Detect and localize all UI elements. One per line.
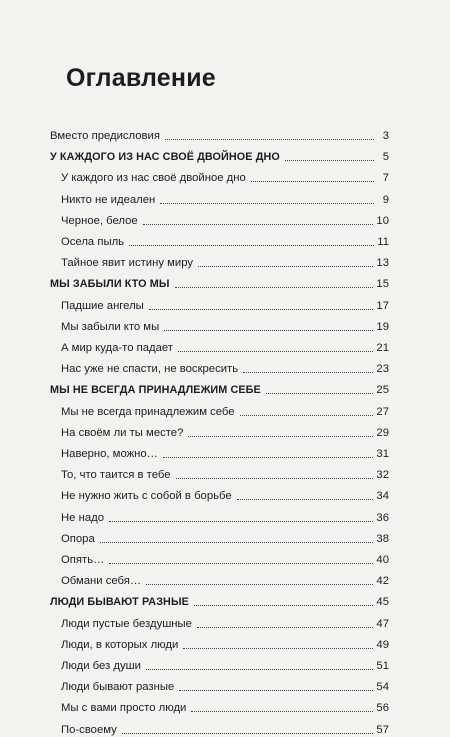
dot-leader: [109, 521, 373, 522]
dot-leader: [183, 648, 373, 649]
toc-page-number: 3: [382, 130, 389, 142]
toc-entry: [61, 609, 389, 631]
toc-page-number: 21: [376, 342, 389, 354]
toc-entry-title: Мы с вами просто люди: [61, 702, 187, 715]
toc-page-number: 15: [376, 278, 389, 291]
toc-entry: [61, 185, 389, 207]
toc-section-entry: [50, 375, 389, 397]
dot-leader: [191, 711, 373, 712]
toc-page-number: 40: [376, 554, 389, 566]
dot-leader: [178, 351, 373, 352]
toc-entry: [61, 312, 389, 334]
toc-page-number: 57: [376, 723, 389, 736]
toc-page-number: 38: [376, 532, 389, 545]
dot-leader: [194, 605, 374, 606]
toc-entry: [61, 354, 389, 376]
dot-leader: [179, 690, 373, 691]
toc-page-number: 51: [376, 660, 389, 672]
toc-entry: [61, 418, 389, 440]
dot-leader: [237, 499, 374, 500]
toc-page-number: 17: [376, 299, 389, 312]
toc-entry-title: А мир куда-то падает: [61, 342, 173, 354]
toc-entry-title: Не нужно жить с собой в борьбе: [61, 490, 232, 503]
dot-leader: [251, 181, 374, 182]
toc-entry: [61, 481, 389, 503]
toc-entry: [61, 439, 389, 461]
toc-entry-title: У каждого из нас своё двойное дно: [61, 172, 246, 185]
dot-leader: [163, 457, 373, 458]
dot-leader: [165, 139, 374, 140]
toc-entry: [61, 397, 389, 419]
toc-page-number: 13: [376, 257, 389, 270]
toc-entry-title: По-своему: [61, 723, 117, 736]
toc-section-entry: [50, 269, 389, 291]
toc-entry-title: Люди бывают разные: [61, 681, 175, 694]
toc-entry-title: МЫ ЗАБЫЛИ КТО МЫ: [50, 278, 170, 291]
toc-page-number: 25: [376, 384, 389, 397]
toc-entry-title: На своём ли ты месте?: [61, 426, 184, 439]
toc-page-number: 34: [376, 490, 389, 503]
dot-leader: [129, 245, 374, 246]
toc-entry: [61, 630, 389, 652]
toc-page-number: 56: [376, 702, 389, 715]
dot-leader: [176, 478, 374, 479]
toc-page-number: 32: [376, 469, 389, 482]
toc-entry: [61, 503, 389, 525]
dot-leader: [175, 287, 374, 288]
toc-entry: [61, 566, 389, 588]
toc-page-number: 7: [382, 172, 389, 185]
toc-page-number: 11: [377, 236, 389, 248]
toc-page-number: 29: [376, 426, 389, 439]
toc-page-number: 19: [376, 320, 389, 333]
dot-leader: [160, 203, 374, 204]
toc-entry-title: Обмани себя…: [61, 575, 142, 588]
toc-page-number: 23: [376, 363, 389, 376]
toc-entry-title: Осела пыль: [61, 236, 125, 248]
toc-section-entry: [50, 587, 389, 609]
toc-section-entry: [50, 142, 389, 164]
dot-leader: [122, 733, 374, 734]
dot-leader: [146, 669, 373, 670]
toc-entry: [61, 291, 389, 313]
toc-entry: [61, 524, 389, 546]
dot-leader: [243, 372, 373, 373]
toc-entry-title: Никто не идеален: [61, 193, 156, 206]
toc-entry-title: Не надо: [61, 511, 104, 524]
toc-entry: [61, 715, 389, 737]
toc-entry-title: Люди пустые бездушные: [61, 617, 192, 630]
dot-leader: [164, 330, 373, 331]
toc-entry: [61, 545, 389, 567]
dot-leader: [188, 436, 373, 437]
dot-leader: [240, 415, 374, 416]
toc-entry-title: Люди, в которых люди: [61, 638, 179, 651]
toc-page-number: 9: [382, 193, 389, 206]
dot-leader: [285, 160, 374, 161]
toc-entry-title: Мы забыли кто мы: [61, 320, 160, 333]
toc-entry-title: Опять…: [61, 554, 105, 566]
dot-leader: [143, 224, 374, 225]
toc-page-number: 45: [376, 596, 389, 609]
toc-page-number: 42: [376, 575, 389, 588]
toc-entry-title: Нас уже не спасти, не воскресить: [61, 363, 239, 376]
toc-page-number: 5: [382, 151, 389, 164]
toc-entry-title: Мы не всегда принадлежим себе: [61, 405, 235, 418]
toc-entry-title: Черное, белое: [61, 214, 138, 227]
toc-entry: [61, 651, 389, 673]
toc-page-number: 27: [376, 405, 389, 418]
dot-leader: [100, 542, 374, 543]
dot-leader: [149, 309, 374, 310]
toc-entry-title: ЛЮДИ БЫВАЮТ РАЗНЫЕ: [50, 596, 189, 609]
toc-entry-title: Наверно, можно…: [61, 448, 158, 460]
toc-page-number: 10: [376, 214, 389, 227]
toc-page-number: 49: [376, 638, 389, 651]
page-title: Оглавление: [66, 64, 216, 92]
toc-entry: [61, 248, 389, 270]
toc-page-number: 47: [376, 617, 389, 630]
toc-entry-title: МЫ НЕ ВСЕГДА ПРИНАДЛЕЖИМ СЕБЕ: [50, 384, 261, 397]
toc-page-number: 31: [376, 448, 389, 460]
toc-entry-title: Падшие ангелы: [61, 299, 144, 312]
toc-entry-title: То, что таится в тебе: [61, 469, 171, 482]
toc-entry: [61, 206, 389, 228]
dot-leader: [146, 584, 373, 585]
toc-entry-title: Вместо предисловия: [50, 130, 160, 142]
toc-entry-title: Тайное явит истину миру: [61, 257, 194, 270]
dot-leader: [198, 266, 373, 267]
toc-page-number: 36: [376, 511, 389, 524]
dot-leader: [109, 563, 373, 564]
toc-entry: [61, 693, 389, 715]
dot-leader: [197, 627, 373, 628]
toc-entry-title: Опора: [61, 532, 95, 545]
toc-entry: [61, 672, 389, 694]
toc-entry: [61, 163, 389, 185]
toc-page-number: 54: [376, 681, 389, 694]
toc-entry: [50, 121, 389, 143]
toc-entry-title: Люди без души: [61, 660, 141, 672]
dot-leader: [266, 393, 374, 394]
toc-entry: [61, 227, 389, 249]
toc-entry: [61, 460, 389, 482]
toc-entry: [61, 333, 389, 355]
toc-entry-title: У КАЖДОГО ИЗ НАС СВОЁ ДВОЙНОЕ ДНО: [50, 151, 280, 164]
